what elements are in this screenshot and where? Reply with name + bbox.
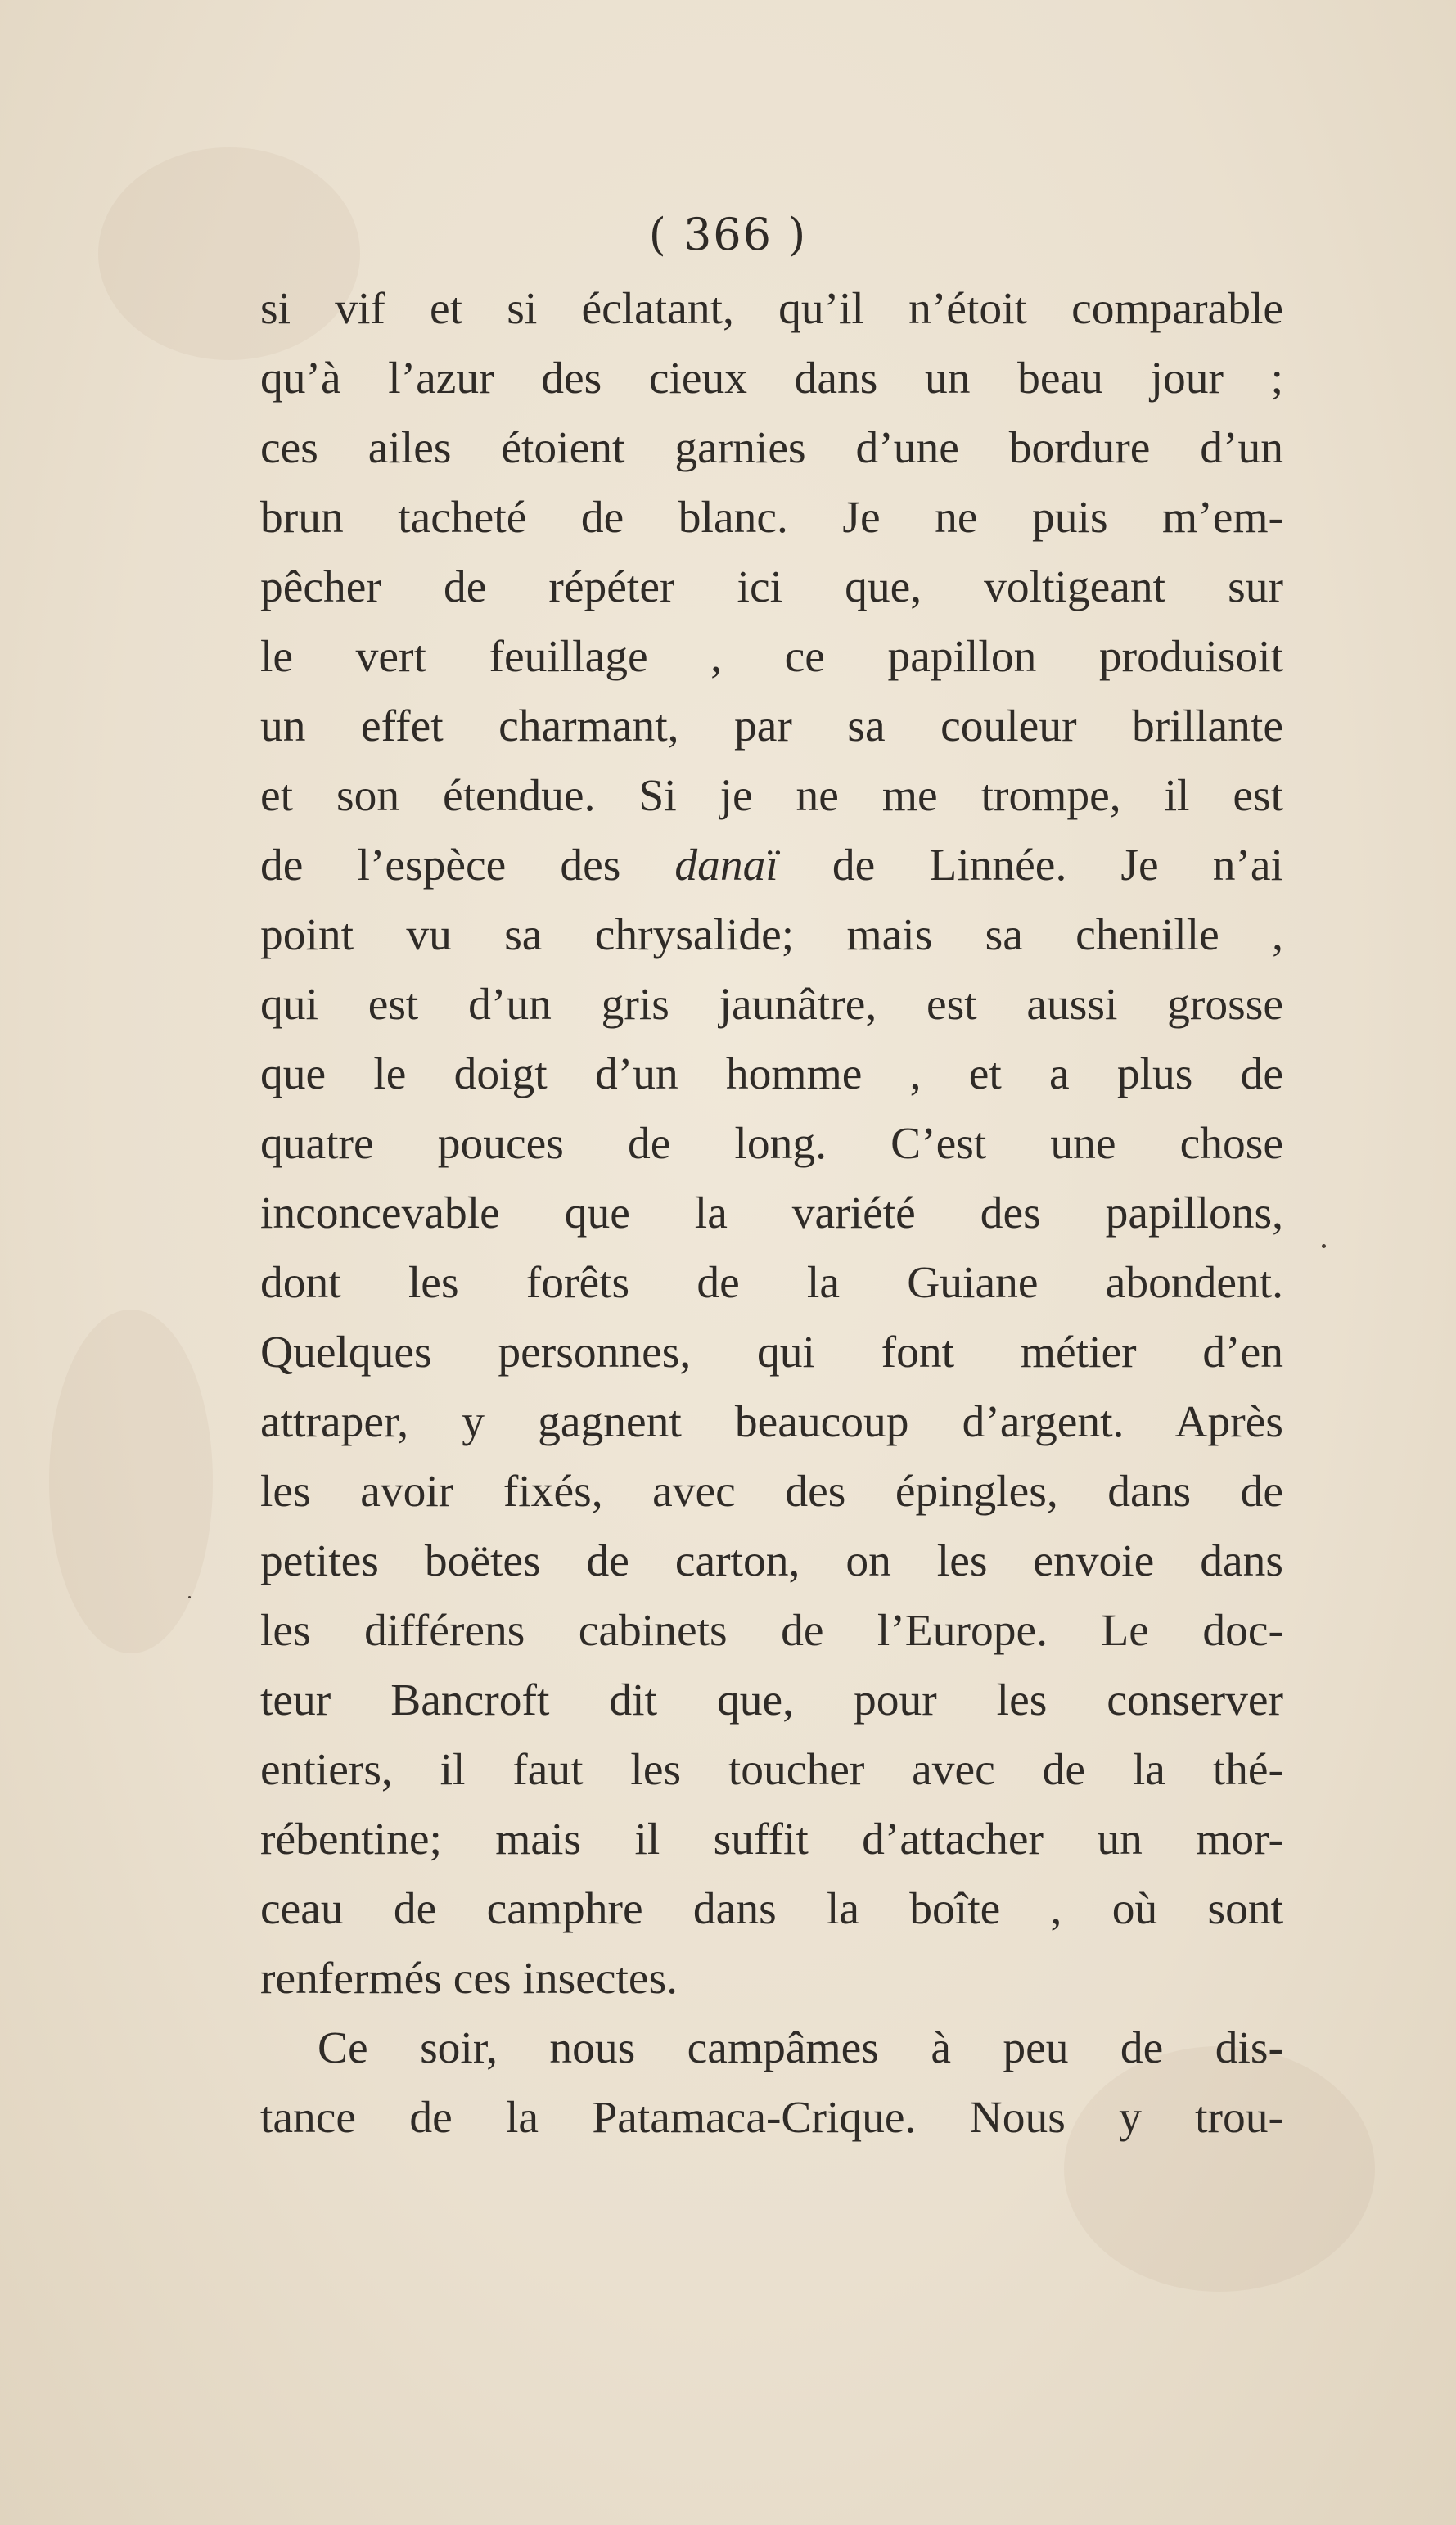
text-line: un effet charmant, par sa couleur brillante xyxy=(260,701,1283,751)
text-line: teur Bancroft dit que, pour les conserver xyxy=(260,1675,1283,1725)
page-number: ( 366 ) xyxy=(648,209,808,260)
text-line: attraper, y gagnent beaucoup d’argent. Après xyxy=(260,1397,1283,1447)
text-line: renfermés ces insectes. xyxy=(260,1954,678,2004)
text-line: que le doigt d’un homme , et a plus de xyxy=(260,1049,1283,1099)
text-line: dont les forêts de la Guiane abondent. xyxy=(260,1258,1283,1308)
text-line: qui est d’un gris jaunâtre, est aussi grosse xyxy=(260,980,1283,1030)
body-text xyxy=(260,274,1283,2153)
text-line: petites boëtes de carton, on les envoie dans xyxy=(260,1536,1283,1586)
text-line: ceau de camphre dans la boîte , où sont xyxy=(260,1884,1283,1934)
text-line: qu’à l’azur des cieux dans un beau jour ; xyxy=(260,354,1283,404)
text-line: Quelques personnes, qui font métier d’en xyxy=(260,1328,1283,1377)
text-line xyxy=(260,831,1283,900)
text-line: brun tacheté de blanc. Je ne puis m’em- xyxy=(260,493,1283,543)
ink-fleck xyxy=(188,1596,191,1598)
text-line: entiers, il faut les toucher avec de la thé- xyxy=(260,1745,1283,1795)
text-fragment: de Linnée. Je n’ai xyxy=(778,841,1283,891)
text-line: et son étendue. Si je ne me trompe, il est xyxy=(260,771,1283,821)
italic-term: danaï xyxy=(674,841,778,891)
text-line: les différens cabinets de l’Europe. Le doc- xyxy=(260,1606,1283,1656)
text-line: Ce soir, nous campâmes à peu de dis- xyxy=(318,2023,1283,2073)
text-line: inconcevable que la variété des papillons, xyxy=(260,1188,1283,1238)
text-line: quatre pouces de long. C’est une chose xyxy=(260,1119,1283,1169)
ink-fleck xyxy=(1322,1244,1326,1248)
text-fragment: de l’espèce des xyxy=(260,841,675,891)
text-line: ces ailes étoient garnies d’une bordure d’un xyxy=(260,423,1283,473)
paper-stain xyxy=(49,1310,213,1653)
text-line: le vert feuillage , ce papillon produisoit xyxy=(260,632,1283,682)
text-line: si vif et si éclatant, qu’il n’étoit comparable xyxy=(260,284,1283,334)
text-line: tance de la Patamaca-Crique. Nous y trou- xyxy=(260,2093,1283,2143)
text-line: les avoir fixés, avec des épingles, dans de xyxy=(260,1467,1283,1517)
text-line: rébentine; mais il suffit d’attacher un mor- xyxy=(260,1815,1283,1864)
text-line: pêcher de répéter ici que, voltigeant sur xyxy=(260,562,1283,612)
text-line: point vu sa chrysalide; mais sa chenille , xyxy=(260,910,1283,960)
